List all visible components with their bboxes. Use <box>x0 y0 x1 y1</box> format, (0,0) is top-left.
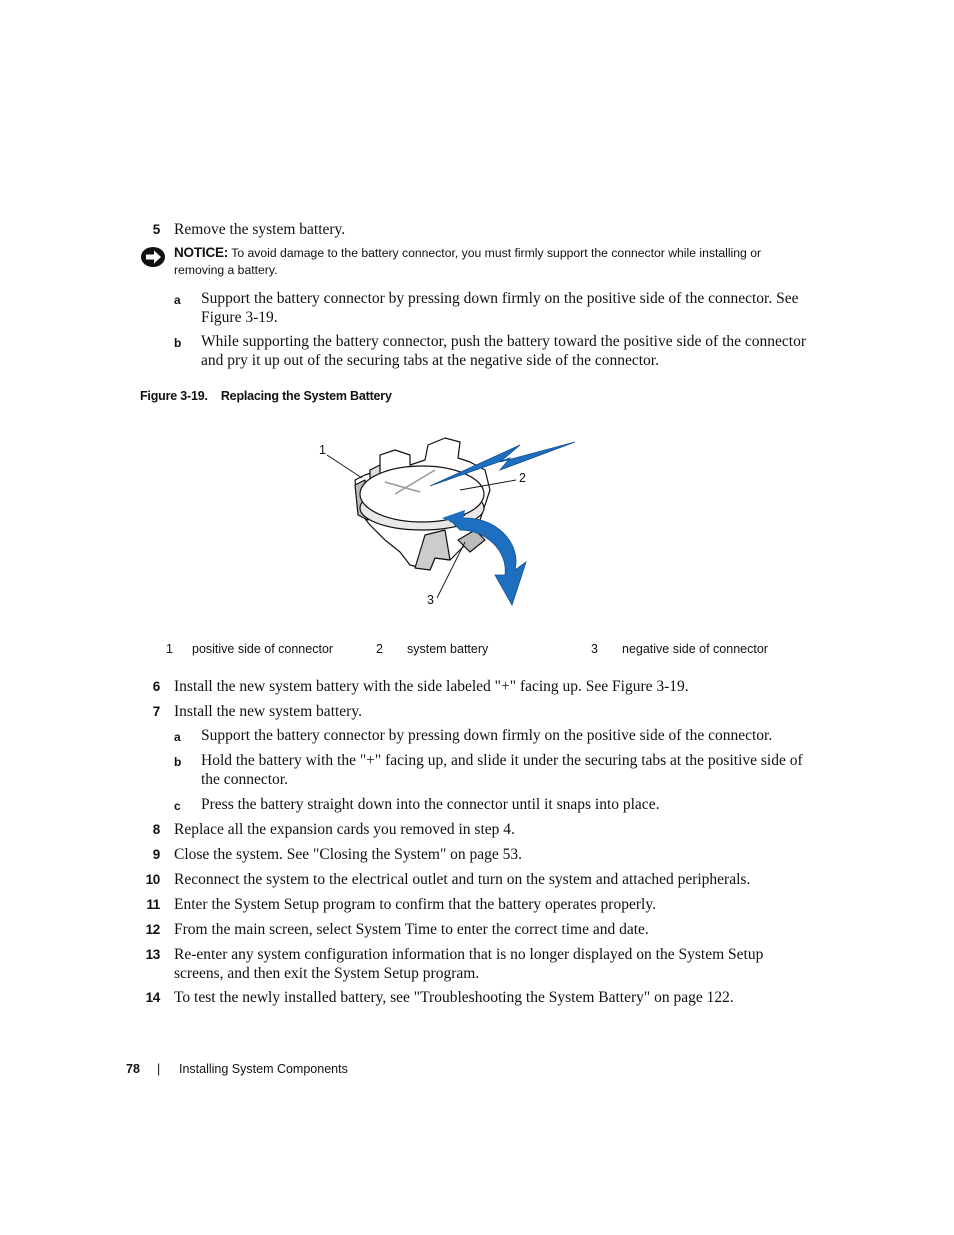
step-number: 7 <box>152 704 160 719</box>
legend-number-2: 2 <box>376 642 383 656</box>
step-text: Re-enter any system configuration information that is no longer displayed on the System Setup screens, and then exit the System Setup program. <box>174 946 764 982</box>
notice-text <box>174 244 804 279</box>
legend-label-2: system battery <box>407 642 489 656</box>
substep-letter: a <box>174 730 181 744</box>
substep-letter: b <box>174 336 182 350</box>
callout-3: 3 <box>427 593 434 607</box>
step-text: Remove the system battery. <box>174 221 346 238</box>
step-number: 5 <box>152 222 160 237</box>
step-text: To test the newly installed battery, see "Troubleshooting the System Battery" on page 122. <box>174 989 734 1006</box>
legend-number-1: 1 <box>166 642 173 656</box>
step-number: 11 <box>146 897 160 912</box>
step-number: 10 <box>145 872 160 887</box>
substep-text: Press the battery straight down into the connector until it snaps into place. <box>201 796 660 813</box>
step-text: Enter the System Setup program to confirm that the battery operates properly. <box>174 896 656 913</box>
figure-caption <box>140 389 392 403</box>
page-number: 78 <box>126 1062 140 1076</box>
substep-text: While supporting the battery connector, push the battery toward the positive side of the connector and pry it up out of the securing tabs at the negative side of the connector. <box>201 333 806 369</box>
substep-letter: a <box>174 293 181 307</box>
step-number: 9 <box>152 847 160 862</box>
step-text: Replace all the expansion cards you removed in step 4. <box>174 821 515 838</box>
step-text: From the main screen, select System Time to enter the correct time and date. <box>174 921 649 938</box>
step-text: Install the new system battery. <box>174 703 362 720</box>
battery-connector-illustration <box>300 430 600 620</box>
callout-2: 2 <box>519 471 526 485</box>
substep-text: Support the battery connector by pressing down firmly on the positive side of the connector. <box>201 727 773 744</box>
substep-letter: b <box>174 755 182 769</box>
notice-body: To avoid damage to the battery connector, you must firmly support the connector while installing or removing a battery. <box>174 246 762 277</box>
substep-letter: c <box>174 799 181 813</box>
notice-label: NOTICE: <box>174 245 229 260</box>
step-number: 8 <box>152 822 160 837</box>
callout-1: 1 <box>319 443 326 457</box>
legend-number-3: 3 <box>591 642 598 656</box>
step-text: Close the system. See "Closing the System" on page 53. <box>174 846 523 863</box>
step-text: Install the new system battery with the side labeled "+" facing up. See Figure 3-19. <box>174 678 689 695</box>
substep-text: Hold the battery with the "+" facing up, and slide it under the securing tabs at the positive side of the connector. <box>201 752 803 788</box>
figure-number: Figure 3-19. <box>140 389 208 403</box>
footer-section-title: Installing System Components <box>179 1062 348 1076</box>
step-text: Reconnect the system to the electrical outlet and turn on the system and attached peripherals. <box>174 871 751 888</box>
step-number: 12 <box>145 922 160 937</box>
step-number: 14 <box>145 990 160 1005</box>
substep-text: Support the battery connector by pressing down firmly on the positive side of the connector. See Figure 3-19. <box>201 290 799 326</box>
step-number: 6 <box>152 679 160 694</box>
legend-label-1: positive side of connector <box>192 642 334 656</box>
step-number: 13 <box>145 947 160 962</box>
footer-separator: | <box>157 1062 161 1076</box>
notice-icon <box>140 246 166 273</box>
figure-title: Replacing the System Battery <box>220 389 392 403</box>
legend-label-3: negative side of connector <box>622 642 768 656</box>
